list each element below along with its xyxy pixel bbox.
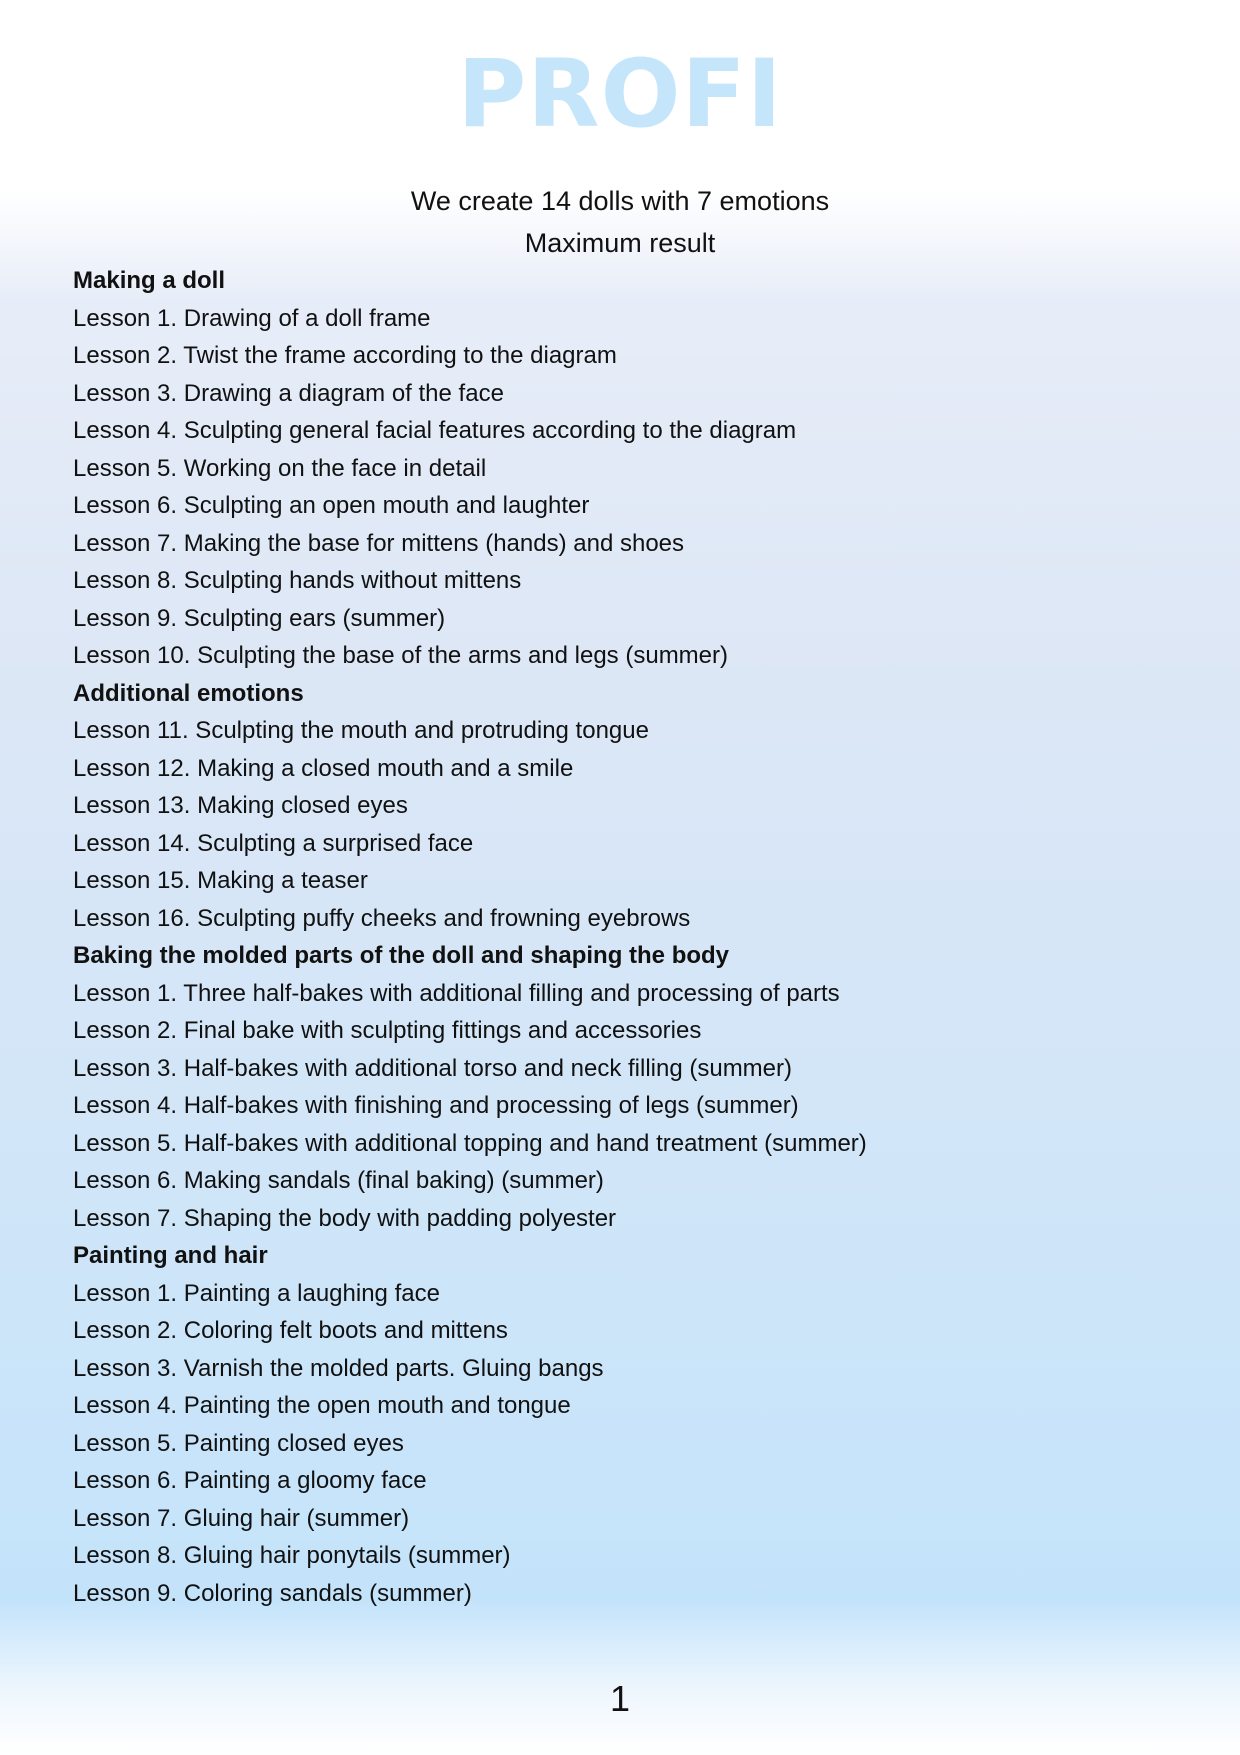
lesson-item: Lesson 3. Half-bakes with additional torso and neck filling (summer) — [73, 1054, 793, 1082]
subtitle-line-1: We create 14 dolls with 7 emotions — [410, 186, 830, 216]
lesson-item: Lesson 5. Working on the face in detail — [73, 454, 487, 482]
lesson-item: Lesson 2. Coloring felt boots and mittens — [73, 1317, 508, 1344]
section-baking — [73, 937, 1193, 1237]
lesson-item: Lesson 1. Three half-bakes with additional filling and processing of parts — [73, 979, 840, 1007]
lesson-item: Lesson 3. Drawing a diagram of the face — [73, 379, 504, 407]
lesson-item: Lesson 11. Sculpting the mouth and protruding tongue — [73, 717, 649, 744]
subtitle — [0, 180, 1240, 264]
section-additional-emotions — [73, 675, 1193, 938]
lesson-item: Lesson 10. Sculpting the base of the arms and legs (summer) — [73, 642, 729, 669]
lesson-item: Lesson 14. Sculpting a surprised face — [73, 829, 474, 857]
section-painting-and-hair — [73, 1237, 1193, 1612]
lesson-item: Lesson 2. Final bake with sculpting fittings and accessories — [73, 1017, 702, 1044]
lesson-item: Lesson 6. Painting a gloomy face — [73, 1467, 427, 1494]
page-title: PROFI — [457, 40, 783, 149]
section-heading: Additional emotions — [73, 679, 304, 707]
lesson-item: Lesson 8. Gluing hair ponytails (summer) — [73, 1542, 511, 1569]
lesson-list — [73, 262, 1193, 1612]
lesson-item: Lesson 4. Painting the open mouth and tongue — [73, 1392, 571, 1419]
lesson-item: Lesson 16. Sculpting puffy cheeks and frowning eyebrows — [73, 904, 691, 932]
lesson-item: Lesson 9. Coloring sandals (summer) — [73, 1579, 472, 1607]
lesson-item: Lesson 7. Shaping the body with padding polyester — [73, 1204, 617, 1232]
page-number: 1 — [609, 1678, 631, 1719]
lesson-item: Lesson 12. Making a closed mouth and a smile — [73, 754, 574, 782]
lesson-item: Lesson 7. Gluing hair (summer) — [73, 1504, 410, 1532]
section-heading: Baking the molded parts of the doll and shaping the body — [73, 942, 730, 969]
section-making-a-doll — [73, 262, 1193, 675]
lesson-item: Lesson 5. Painting closed eyes — [73, 1429, 404, 1457]
lesson-item: Lesson 4. Sculpting general facial features according to the diagram — [73, 417, 797, 444]
lesson-item: Lesson 9. Sculpting ears (summer) — [73, 604, 446, 632]
lesson-item: Lesson 1. Drawing of a doll frame — [73, 304, 431, 332]
lesson-item: Lesson 2. Twist the frame according to the diagram — [73, 342, 617, 369]
lesson-item: Lesson 3. Varnish the molded parts. Gluing bangs — [73, 1354, 604, 1382]
subtitle-line-2: Maximum result — [524, 228, 716, 258]
lesson-item: Lesson 8. Sculpting hands without mittens — [73, 567, 522, 594]
section-heading: Making a doll — [73, 267, 226, 294]
lesson-item: Lesson 4. Half-bakes with finishing and processing of legs (summer) — [73, 1092, 799, 1119]
section-heading: Painting and hair — [73, 1242, 268, 1269]
lesson-item: Lesson 13. Making closed eyes — [73, 792, 408, 819]
lesson-item: Lesson 7. Making the base for mittens (hands) and shoes — [73, 529, 685, 557]
lesson-item: Lesson 6. Making sandals (final baking) (summer) — [73, 1167, 604, 1194]
lesson-item: Lesson 5. Half-bakes with additional topping and hand treatment (summer) — [73, 1129, 867, 1157]
lesson-item: Lesson 15. Making a teaser — [73, 867, 368, 894]
lesson-item: Lesson 6. Sculpting an open mouth and laughter — [73, 492, 590, 519]
lesson-item: Lesson 1. Painting a laughing face — [73, 1279, 440, 1307]
